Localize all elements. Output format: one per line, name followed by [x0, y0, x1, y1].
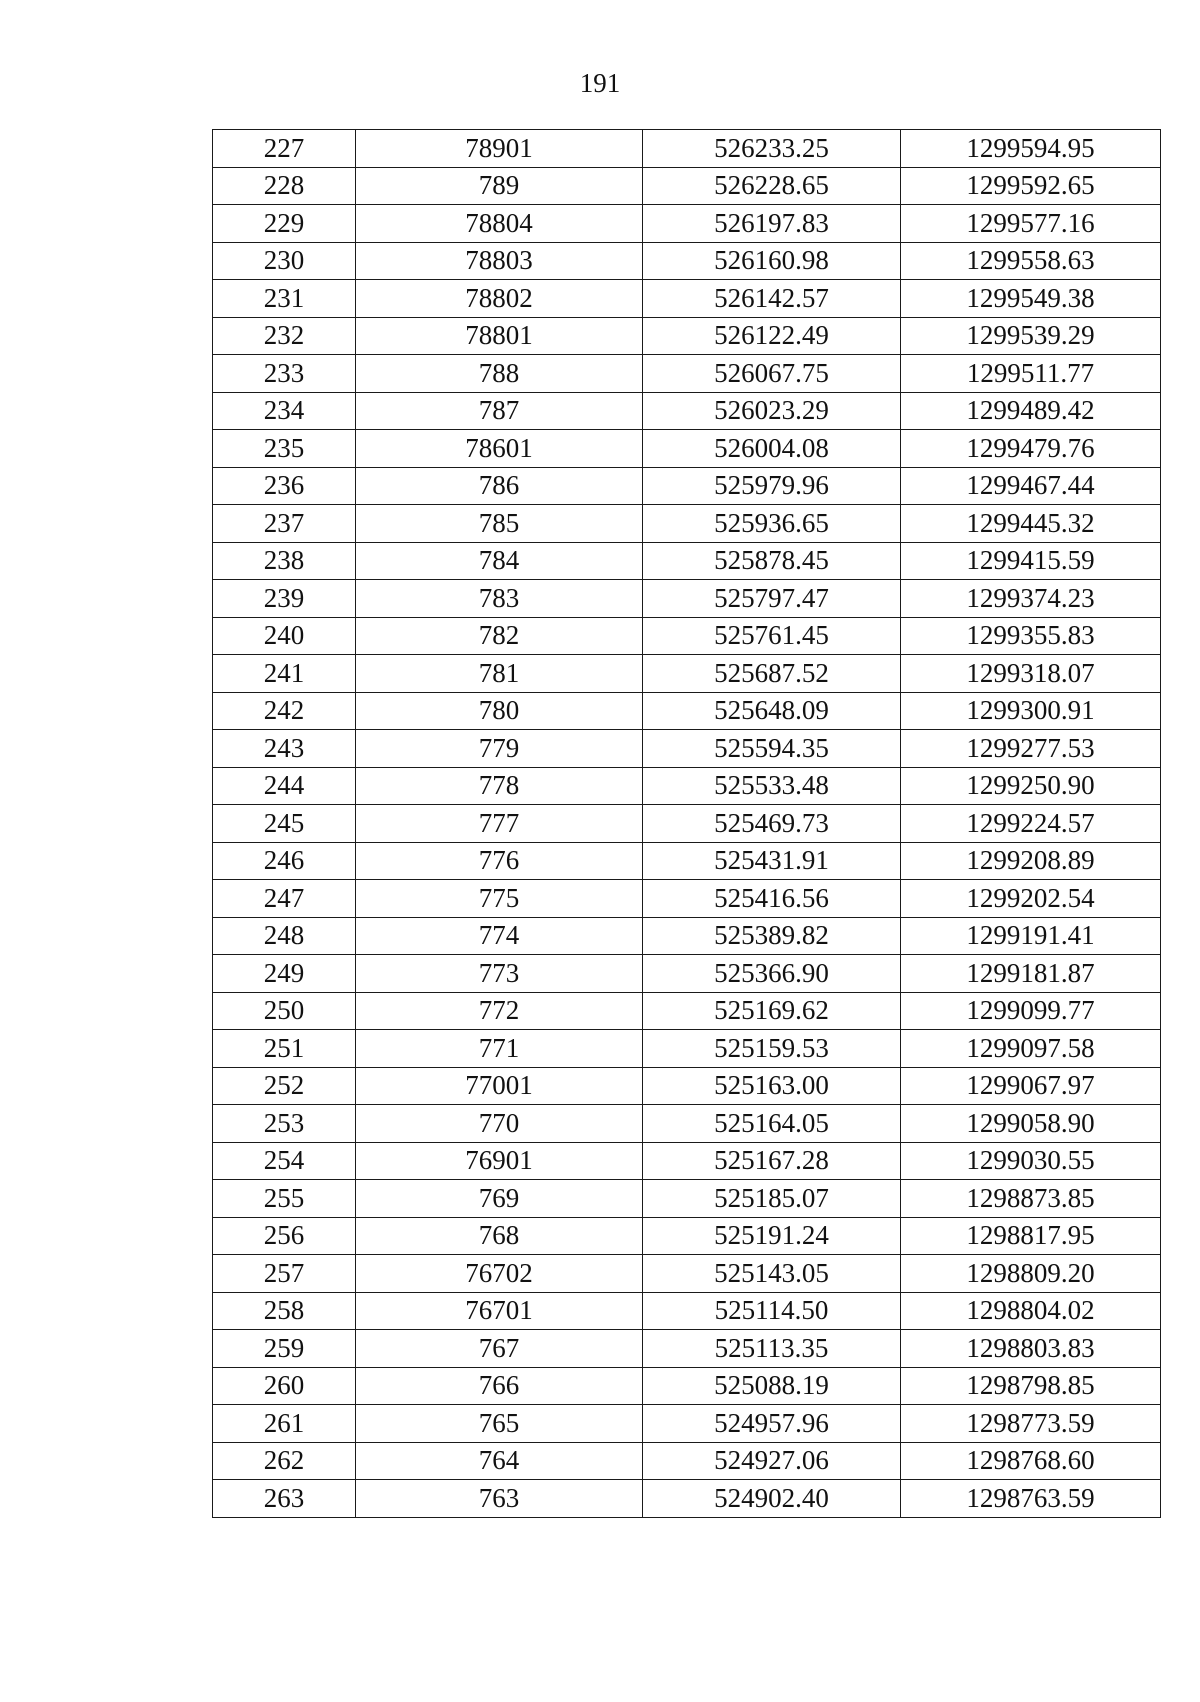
x-coordinate-cell: 526004.08 [643, 430, 901, 468]
point-id-cell: 786 [356, 467, 643, 505]
point-id-cell: 774 [356, 917, 643, 955]
point-number-cell: 239 [213, 580, 356, 618]
x-coordinate-cell: 525164.05 [643, 1105, 901, 1143]
y-coordinate-cell: 1298768.60 [901, 1442, 1161, 1480]
y-coordinate-cell: 1298803.83 [901, 1330, 1161, 1368]
x-coordinate-cell: 525143.05 [643, 1255, 901, 1293]
point-number-cell: 261 [213, 1405, 356, 1443]
table-row [213, 1330, 1161, 1368]
table-row [213, 1105, 1161, 1143]
x-coordinate-cell: 526067.75 [643, 355, 901, 393]
point-number-cell: 252 [213, 1067, 356, 1105]
x-coordinate-cell: 525533.48 [643, 767, 901, 805]
point-number-cell: 231 [213, 280, 356, 318]
x-coordinate-cell: 525687.52 [643, 655, 901, 693]
x-coordinate-cell: 525431.91 [643, 842, 901, 880]
x-coordinate-cell: 525191.24 [643, 1217, 901, 1255]
table-row [213, 767, 1161, 805]
y-coordinate-cell: 1299300.91 [901, 692, 1161, 730]
point-number-cell: 247 [213, 880, 356, 918]
point-id-cell: 777 [356, 805, 643, 843]
point-number-cell: 244 [213, 767, 356, 805]
y-coordinate-cell: 1299558.63 [901, 242, 1161, 280]
point-number-cell: 255 [213, 1180, 356, 1218]
table-row [213, 955, 1161, 993]
x-coordinate-cell: 525167.28 [643, 1142, 901, 1180]
point-number-cell: 254 [213, 1142, 356, 1180]
point-id-cell: 770 [356, 1105, 643, 1143]
point-id-cell: 775 [356, 880, 643, 918]
x-coordinate-cell: 526197.83 [643, 205, 901, 243]
table-row [213, 1217, 1161, 1255]
point-number-cell: 229 [213, 205, 356, 243]
y-coordinate-cell: 1299594.95 [901, 130, 1161, 168]
x-coordinate-cell: 526228.65 [643, 167, 901, 205]
table-row [213, 242, 1161, 280]
point-number-cell: 253 [213, 1105, 356, 1143]
table-row [213, 1255, 1161, 1293]
x-coordinate-cell: 525114.50 [643, 1292, 901, 1330]
y-coordinate-cell: 1298804.02 [901, 1292, 1161, 1330]
point-id-cell: 76702 [356, 1255, 643, 1293]
point-id-cell: 779 [356, 730, 643, 768]
table-row [213, 430, 1161, 468]
point-id-cell: 763 [356, 1480, 643, 1518]
table-row [213, 317, 1161, 355]
table-row [213, 655, 1161, 693]
y-coordinate-cell: 1299181.87 [901, 955, 1161, 993]
point-number-cell: 227 [213, 130, 356, 168]
y-coordinate-cell: 1299445.32 [901, 505, 1161, 543]
y-coordinate-cell: 1299208.89 [901, 842, 1161, 880]
x-coordinate-cell: 526142.57 [643, 280, 901, 318]
point-number-cell: 235 [213, 430, 356, 468]
x-coordinate-cell: 525185.07 [643, 1180, 901, 1218]
point-number-cell: 245 [213, 805, 356, 843]
point-number-cell: 246 [213, 842, 356, 880]
point-id-cell: 767 [356, 1330, 643, 1368]
point-number-cell: 237 [213, 505, 356, 543]
table-row [213, 842, 1161, 880]
point-number-cell: 232 [213, 317, 356, 355]
point-id-cell: 768 [356, 1217, 643, 1255]
table-row [213, 1142, 1161, 1180]
point-id-cell: 778 [356, 767, 643, 805]
x-coordinate-cell: 525389.82 [643, 917, 901, 955]
y-coordinate-cell: 1298773.59 [901, 1405, 1161, 1443]
table-row [213, 805, 1161, 843]
x-coordinate-cell: 525169.62 [643, 992, 901, 1030]
table-row [213, 1405, 1161, 1443]
point-id-cell: 784 [356, 542, 643, 580]
point-number-cell: 241 [213, 655, 356, 693]
point-number-cell: 240 [213, 617, 356, 655]
x-coordinate-cell: 526233.25 [643, 130, 901, 168]
point-id-cell: 77001 [356, 1067, 643, 1105]
y-coordinate-cell: 1299058.90 [901, 1105, 1161, 1143]
table-row [213, 917, 1161, 955]
x-coordinate-cell: 525163.00 [643, 1067, 901, 1105]
point-id-cell: 781 [356, 655, 643, 693]
point-id-cell: 789 [356, 167, 643, 205]
point-id-cell: 788 [356, 355, 643, 393]
point-id-cell: 766 [356, 1367, 643, 1405]
point-number-cell: 257 [213, 1255, 356, 1293]
point-number-cell: 242 [213, 692, 356, 730]
point-number-cell: 260 [213, 1367, 356, 1405]
x-coordinate-cell: 525366.90 [643, 955, 901, 993]
y-coordinate-cell: 1299539.29 [901, 317, 1161, 355]
point-number-cell: 233 [213, 355, 356, 393]
y-coordinate-cell: 1299592.65 [901, 167, 1161, 205]
x-coordinate-cell: 525878.45 [643, 542, 901, 580]
point-id-cell: 769 [356, 1180, 643, 1218]
point-id-cell: 78803 [356, 242, 643, 280]
x-coordinate-cell: 526023.29 [643, 392, 901, 430]
x-coordinate-cell: 525936.65 [643, 505, 901, 543]
point-number-cell: 256 [213, 1217, 356, 1255]
point-number-cell: 262 [213, 1442, 356, 1480]
point-id-cell: 787 [356, 392, 643, 430]
point-id-cell: 76701 [356, 1292, 643, 1330]
y-coordinate-cell: 1299374.23 [901, 580, 1161, 618]
y-coordinate-cell: 1299250.90 [901, 767, 1161, 805]
y-coordinate-cell: 1299479.76 [901, 430, 1161, 468]
point-number-cell: 230 [213, 242, 356, 280]
table-row [213, 880, 1161, 918]
point-number-cell: 250 [213, 992, 356, 1030]
point-id-cell: 785 [356, 505, 643, 543]
y-coordinate-cell: 1299030.55 [901, 1142, 1161, 1180]
coordinates-table-container [212, 129, 1160, 1518]
y-coordinate-cell: 1299191.41 [901, 917, 1161, 955]
point-id-cell: 776 [356, 842, 643, 880]
point-number-cell: 238 [213, 542, 356, 580]
y-coordinate-cell: 1298873.85 [901, 1180, 1161, 1218]
point-id-cell: 78804 [356, 205, 643, 243]
point-id-cell: 76901 [356, 1142, 643, 1180]
x-coordinate-cell: 525797.47 [643, 580, 901, 618]
table-row [213, 280, 1161, 318]
y-coordinate-cell: 1299067.97 [901, 1067, 1161, 1105]
y-coordinate-cell: 1299318.07 [901, 655, 1161, 693]
point-id-cell: 78901 [356, 130, 643, 168]
table-row [213, 617, 1161, 655]
y-coordinate-cell: 1299277.53 [901, 730, 1161, 768]
point-number-cell: 258 [213, 1292, 356, 1330]
x-coordinate-cell: 526122.49 [643, 317, 901, 355]
table-row [213, 505, 1161, 543]
y-coordinate-cell: 1299467.44 [901, 467, 1161, 505]
table-row [213, 130, 1161, 168]
y-coordinate-cell: 1299577.16 [901, 205, 1161, 243]
x-coordinate-cell: 524957.96 [643, 1405, 901, 1443]
x-coordinate-cell: 525416.56 [643, 880, 901, 918]
point-id-cell: 771 [356, 1030, 643, 1068]
x-coordinate-cell: 524927.06 [643, 1442, 901, 1480]
table-row [213, 205, 1161, 243]
point-number-cell: 228 [213, 167, 356, 205]
point-id-cell: 765 [356, 1405, 643, 1443]
x-coordinate-cell: 525088.19 [643, 1367, 901, 1405]
point-id-cell: 78601 [356, 430, 643, 468]
point-id-cell: 772 [356, 992, 643, 1030]
point-number-cell: 249 [213, 955, 356, 993]
y-coordinate-cell: 1299489.42 [901, 392, 1161, 430]
table-row [213, 692, 1161, 730]
y-coordinate-cell: 1299202.54 [901, 880, 1161, 918]
page-number: 191 [579, 68, 621, 98]
table-body [213, 130, 1161, 1518]
x-coordinate-cell: 525979.96 [643, 467, 901, 505]
point-number-cell: 248 [213, 917, 356, 955]
y-coordinate-cell: 1299097.58 [901, 1030, 1161, 1068]
point-number-cell: 236 [213, 467, 356, 505]
y-coordinate-cell: 1299224.57 [901, 805, 1161, 843]
point-number-cell: 234 [213, 392, 356, 430]
y-coordinate-cell: 1298817.95 [901, 1217, 1161, 1255]
y-coordinate-cell: 1299511.77 [901, 355, 1161, 393]
y-coordinate-cell: 1298798.85 [901, 1367, 1161, 1405]
table-row [213, 1180, 1161, 1218]
point-number-cell: 263 [213, 1480, 356, 1518]
x-coordinate-cell: 525648.09 [643, 692, 901, 730]
table-row [213, 355, 1161, 393]
table-row [213, 1480, 1161, 1518]
x-coordinate-cell: 526160.98 [643, 242, 901, 280]
point-id-cell: 78801 [356, 317, 643, 355]
table-row [213, 467, 1161, 505]
point-number-cell: 251 [213, 1030, 356, 1068]
y-coordinate-cell: 1298809.20 [901, 1255, 1161, 1293]
table-row [213, 167, 1161, 205]
table-row [213, 1367, 1161, 1405]
table-row [213, 542, 1161, 580]
point-id-cell: 773 [356, 955, 643, 993]
x-coordinate-cell: 524902.40 [643, 1480, 901, 1518]
point-id-cell: 783 [356, 580, 643, 618]
table-row [213, 392, 1161, 430]
x-coordinate-cell: 525113.35 [643, 1330, 901, 1368]
y-coordinate-cell: 1298763.59 [901, 1480, 1161, 1518]
point-id-cell: 78802 [356, 280, 643, 318]
table-row [213, 1442, 1161, 1480]
table-row [213, 1067, 1161, 1105]
coordinates-table [212, 129, 1161, 1518]
table-row [213, 730, 1161, 768]
y-coordinate-cell: 1299549.38 [901, 280, 1161, 318]
y-coordinate-cell: 1299355.83 [901, 617, 1161, 655]
x-coordinate-cell: 525761.45 [643, 617, 901, 655]
point-number-cell: 243 [213, 730, 356, 768]
x-coordinate-cell: 525159.53 [643, 1030, 901, 1068]
point-id-cell: 764 [356, 1442, 643, 1480]
point-number-cell: 259 [213, 1330, 356, 1368]
table-row [213, 992, 1161, 1030]
x-coordinate-cell: 525594.35 [643, 730, 901, 768]
y-coordinate-cell: 1299099.77 [901, 992, 1161, 1030]
table-row [213, 1030, 1161, 1068]
point-id-cell: 780 [356, 692, 643, 730]
table-row [213, 580, 1161, 618]
table-row [213, 1292, 1161, 1330]
point-id-cell: 782 [356, 617, 643, 655]
y-coordinate-cell: 1299415.59 [901, 542, 1161, 580]
x-coordinate-cell: 525469.73 [643, 805, 901, 843]
